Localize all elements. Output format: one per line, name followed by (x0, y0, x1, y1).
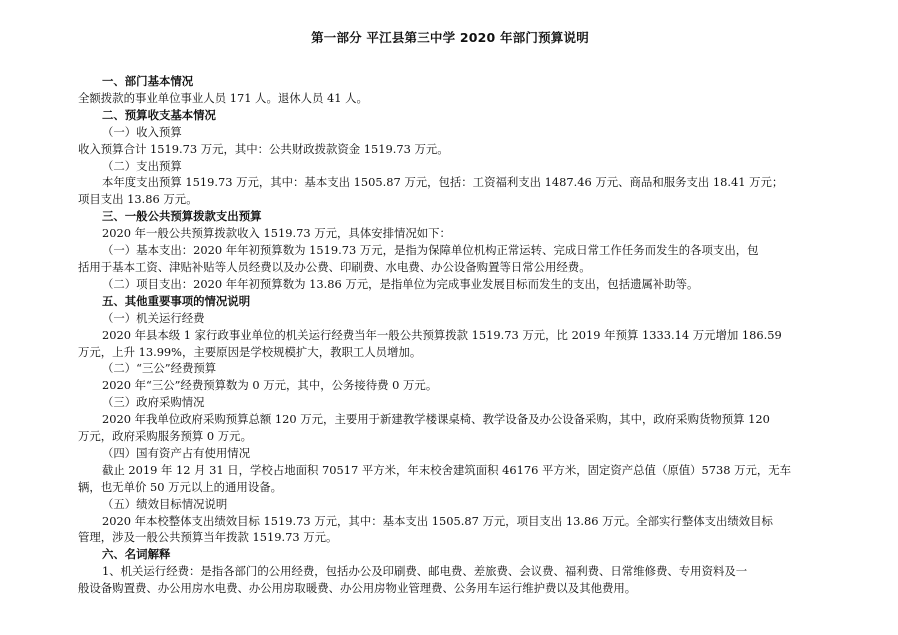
document-title: 第一部分 平江县第三中学 2020 年部门预算说明 (311, 30, 589, 45)
text-line: （四）国有资产占有使用情况 (102, 445, 251, 460)
text-line: 2020 年县本级 1 家行政事业单位的机关运行经费当年一般公共预算拨款 1519.73 万元，比 2019 年预算 1333.14 万元增加 186.59 (102, 327, 782, 342)
document-page (78, 28, 822, 597)
section-heading: 六、名词解释 (102, 547, 171, 562)
text-line: （一）基本支出：2020 年年初预算数为 1519.73 万元，是指为保障单位机构正常运转、完成日常工作任务而发生的各项支出，包 (102, 243, 759, 258)
text-line: 全额拨款的事业单位事业人员 171 人。退休人员 41 人。 (78, 90, 368, 105)
document-body (78, 73, 822, 597)
text-line: 般设备购置费、办公用房水电费、办公用房取暖费、办公用房物业管理费、公务用车运行维护费以及其他费用。 (78, 581, 637, 596)
text-line: 截止 2019 年 12 月 31 日，学校占地面积 70517 平方米，年末校舍建筑面积 46176 平方米，固定资产总值（原值）5738 万元，无车 (102, 462, 792, 477)
section-heading: 五、其他重要事项的情况说明 (102, 293, 251, 308)
text-line: 万元，政府采购服务预算 0 万元。 (78, 429, 252, 444)
text-line: 2020 年“三公”经费预算数为 0 万元，其中，公务接待费 0 万元。 (102, 378, 438, 393)
text-line: 2020 年一般公共预算拨款收入 1519.73 万元，具体安排情况如下： (102, 226, 451, 241)
text-line: 管理，涉及一般公共预算当年拨款 1519.73 万元。 (78, 530, 338, 545)
text-line: （三）政府采购情况 (102, 395, 205, 410)
text-line: 1、机关运行经费：是指各部门的公用经费，包括办公及印刷费、邮电费、差旅费、会议费、福利费、日常维修费、专用资料及一 (102, 564, 748, 579)
text-line: （五）绩效目标情况说明 (102, 496, 228, 511)
text-line: （二）项目支出：2020 年年初预算数为 13.86 万元，是指单位为完成事业发展目标而发生的支出，包括遗属补助等。 (102, 276, 699, 291)
text-line: （一）机关运行经费 (102, 310, 205, 325)
text-line: 2020 年我单位政府采购预算总额 120 万元，主要用于新建教学楼课桌椅、教学设备及办公设备采购，其中，政府采购货物预算 120 (102, 412, 770, 427)
text-line: 万元，上升 13.99%，主要原因是学校规模扩大，教职工人员增加。 (78, 344, 422, 359)
text-line: 2020 年本校整体支出绩效目标 1519.73 万元，其中：基本支出 1505.87 万元，项目支出 13.86 万元。全部实行整体支出绩效目标 (102, 513, 773, 528)
text-line: 收入预算合计 1519.73 万元，其中：公共财政拨款资金 1519.73 万元。 (78, 141, 449, 156)
section-heading: 一、部门基本情况 (102, 74, 194, 88)
section-heading: 二、预算收支基本情况 (102, 107, 216, 122)
text-line: （二）支出预算 (102, 158, 182, 173)
section-heading: 三、一般公共预算拨款支出预算 (102, 209, 262, 224)
text-line: 项目支出 13.86 万元。 (78, 192, 198, 207)
text-line: 括用于基本工资、津贴补贴等人员经费以及办公费、印刷费、水电费、办公设备购置等日常公用经费。 (78, 259, 591, 274)
text-line: 本年度支出预算 1519.73 万元，其中：基本支出 1505.87 万元，包括：工资福利支出 1487.46 万元、商品和服务支出 18.41 万元； (102, 175, 784, 190)
text-line: 辆，也无单价 50 万元以上的通用设备。 (78, 479, 282, 494)
text-line: （一）收入预算 (102, 124, 182, 139)
text-line: （二）“三公”经费预算 (102, 361, 217, 376)
